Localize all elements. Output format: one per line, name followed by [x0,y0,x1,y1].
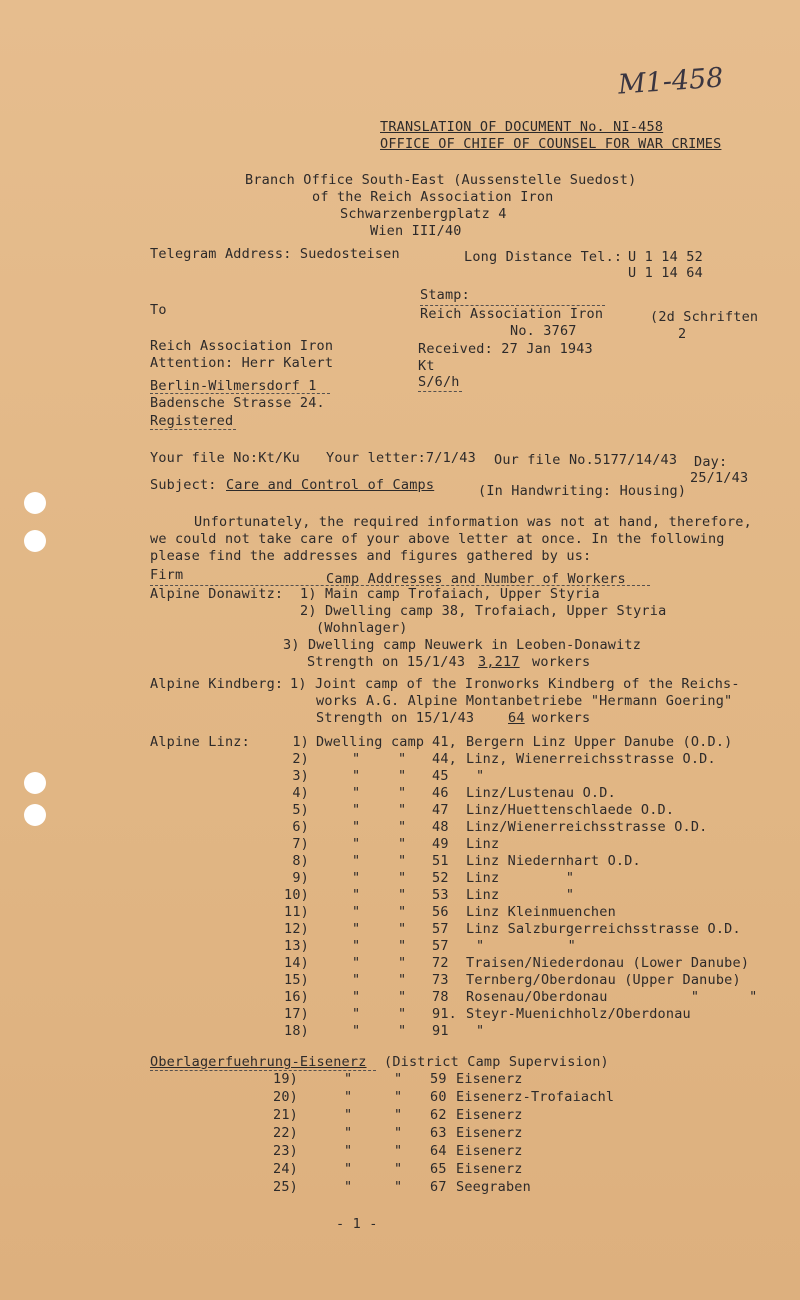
stamp-heading: Stamp: [420,287,470,303]
item-ditto: " [352,768,361,784]
item-camp-number: 63 [430,1125,447,1141]
item-number: 23) [273,1143,298,1159]
item-number: 21) [273,1107,298,1123]
camp-entry: 1) Joint camp of the Ironworks Kindberg of the Reichs- [290,676,740,692]
item-camp-number: 52 [432,870,449,886]
item-ditto: " [352,870,361,886]
item-ditto: " [398,989,407,1005]
recipient-rule [150,429,236,430]
item-camp-number: 78 [432,989,449,1005]
item-camp-number: 59 [430,1071,447,1087]
item-ditto: " [352,989,361,1005]
item-location: Bergern Linz Upper Danube (O.D.) [466,734,733,750]
your-file-ref: Your file No:Kt/Ku [150,450,300,466]
camp-strength: Strength on 15/1/43 [307,654,466,670]
item-location: Linz/Huettenschlaede O.D. [466,802,675,818]
item-location: Linz Kleinmuenchen [466,904,616,920]
item-number: 12) [284,921,309,937]
stamp-line: No. 3767 [510,323,577,339]
item-camp-number: 45 [432,768,449,784]
stamp-rule [418,391,462,392]
item-ditto: " [398,921,407,937]
item-location: Linz [466,836,500,852]
item-number: 22) [273,1125,298,1141]
column-heading-firm: Firm [150,567,184,583]
camp-strength-unit: workers [532,710,591,726]
camp-strength-count: 3,217 [478,654,520,670]
day-label: Day: [694,454,728,470]
item-ditto: " [352,887,361,903]
item-number: 2) [292,751,309,767]
item-camp-number: 73 [432,972,449,988]
item-ditto: " [398,887,407,903]
item-number: 24) [273,1161,298,1177]
item-ditto: " [352,836,361,852]
recipient-registered: Registered [150,413,234,429]
item-number: 20) [273,1089,298,1105]
item-ditto: " [398,955,407,971]
item-number: 1) [292,734,309,750]
item-camp-number: 64 [430,1143,447,1159]
item-number: 3) [292,768,309,784]
camp-entry: 3) Dwelling camp Neuwerk in Leoben-Donawitz [283,637,642,653]
item-ditto: " [352,1023,361,1039]
item-ditto: " [398,785,407,801]
item-camp-number: 53 [432,887,449,903]
document-office: OFFICE OF CHIEF OF COUNSEL FOR WAR CRIMES [380,136,722,152]
phone-number: U 1 14 52 [628,249,703,265]
camp-entry: 1) Main camp Trofaiach, Upper Styria [300,586,600,602]
sender-line: of the Reich Association Iron [312,189,554,205]
item-ditto: " [352,938,361,954]
item-camp-number: 56 [432,904,449,920]
item-number: 14) [284,955,309,971]
camp-strength-unit: workers [532,654,591,670]
item-ditto: " [398,853,407,869]
item-camp-number: 57 [432,921,449,937]
item-ditto: " [344,1125,353,1141]
item-ditto: " [352,785,361,801]
recipient-attention: Attention: Herr Kalert [150,355,334,371]
sender-line: Wien III/40 [370,223,462,239]
item-camp-number: 91 [432,1023,449,1039]
item-number: 11) [284,904,309,920]
column-heading-camp: Camp Addresses and Number of Workers [326,571,626,587]
letter-date: 25/1/43 [690,470,749,486]
phone-label: Long Distance Tel.: [464,249,623,265]
stamp-initials: Kt [418,358,435,374]
item-ditto: " [352,802,361,818]
stamp-reference: S/6/h [418,374,460,390]
item-ditto: " [394,1071,403,1087]
eisenerz-note: (District Camp Supervision) [384,1054,609,1070]
item-ditto: " [398,972,407,988]
item-ditto: " [394,1161,403,1177]
item-ditto: " [394,1125,403,1141]
item-number: 8) [292,853,309,869]
item-location: Linz " [466,870,575,886]
item-ditto: " [398,938,407,954]
item-number: 13) [284,938,309,954]
item-camp-number: 41, [432,734,457,750]
item-number: 9) [292,870,309,886]
sender-line: Branch Office South-East (Aussenstelle Suedost) [245,172,637,188]
item-camp-number: 62 [430,1107,447,1123]
item-camp-number: 91. [432,1006,457,1022]
item-number: 17) [284,1006,309,1022]
item-ditto: " [352,972,361,988]
item-ditto: " [398,802,407,818]
item-camp-number: 60 [430,1089,447,1105]
item-camp-number: 72 [432,955,449,971]
item-ditto: " [398,751,407,767]
item-ditto: " [352,853,361,869]
item-ditto: " [394,1179,403,1195]
item-location: Linz " [466,887,575,903]
phone-number: U 1 14 64 [628,265,703,281]
item-number: 25) [273,1179,298,1195]
item-number: 4) [292,785,309,801]
item-camp-number: 44, [432,751,457,767]
recipient-rule [150,393,330,394]
item-camp-type: Dwelling camp [316,734,425,750]
camp-entry: 2) Dwelling camp 38, Trofaiach, Upper Styria [300,603,667,619]
item-location: Linz/Lustenau O.D. [466,785,616,801]
item-ditto: " [344,1179,353,1195]
firm-name: Alpine Kindberg: [150,676,284,692]
item-number: 15) [284,972,309,988]
page-number: - 1 - [336,1216,378,1232]
item-location: Linz Salzburgerreichsstrasse O.D. [466,921,741,937]
recipient-line: Berlin-Wilmersdorf 1 [150,378,317,394]
item-location: Linz Niedernhart O.D. [466,853,641,869]
item-location: Linz/Wienerreichsstrasse O.D. [466,819,708,835]
item-number: 5) [292,802,309,818]
item-ditto: " [398,836,407,852]
telegram-address: Telegram Address: Suedosteisen [150,246,400,262]
item-location: " " [476,938,576,954]
item-ditto: " [398,904,407,920]
item-ditto: " [352,1006,361,1022]
camp-strength: Strength on 15/1/43 [316,710,475,726]
item-ditto: " [398,1023,407,1039]
stamp-line: Reich Association Iron [420,306,604,322]
item-number: 7) [292,836,309,852]
subject-label: Subject: [150,477,217,493]
item-location: Eisenerz [456,1107,523,1123]
stamp-copy-note: (2d Schriften [650,309,759,325]
eisenerz-rule [150,1070,376,1071]
item-number: 16) [284,989,309,1005]
item-ditto: " [398,1006,407,1022]
subject-text: Care and Control of Camps [226,477,435,493]
punch-hole [24,772,46,794]
item-ditto: " [344,1107,353,1123]
item-ditto: " [352,751,361,767]
item-location: Eisenerz [456,1071,523,1087]
item-location: " [476,768,485,784]
camp-entry: (Wohnlager) [316,620,408,636]
body-line: please find the addresses and figures gathered by us: [150,548,592,564]
item-ditto: " [398,768,407,784]
stamp-copy-number: 2 [678,326,687,342]
item-location: Eisenerz [456,1161,523,1177]
document-title: TRANSLATION OF DOCUMENT No. NI-458 [380,119,664,135]
recipient-line: Badensche Strasse 24. [150,395,325,411]
item-camp-number: 46 [432,785,449,801]
firm-name: Alpine Linz: [150,734,250,750]
recipient-line: Reich Association Iron [150,338,334,354]
your-letter-ref: Your letter:7/1/43 [326,450,476,466]
item-number: 18) [284,1023,309,1039]
item-location: Eisenerz [456,1143,523,1159]
item-location: Ternberg/Oberdonau (Upper Danube) [466,972,741,988]
item-camp-number: 65 [430,1161,447,1177]
item-ditto: " [394,1089,403,1105]
item-camp-number: 47 [432,802,449,818]
item-ditto: " [398,819,407,835]
camp-strength-count: 64 [508,710,525,726]
item-ditto: " [352,819,361,835]
item-location: Linz, Wienerreichsstrasse O.D. [466,751,716,767]
item-camp-number: 48 [432,819,449,835]
item-ditto: " [398,870,407,886]
recipient-to: To [150,302,167,318]
stamp-received: Received: 27 Jan 1943 [418,341,593,357]
item-ditto: " [344,1143,353,1159]
punch-hole [24,492,46,514]
item-ditto: " [352,904,361,920]
item-number: 19) [273,1071,298,1087]
punch-hole [24,530,46,552]
firm-name: Alpine Donawitz: [150,586,284,602]
body-line: Unfortunately, the required information was not at hand, therefore, [194,514,752,530]
item-location: Rosenau/Oberdonau " " [466,989,758,1005]
item-camp-number: 49 [432,836,449,852]
item-camp-number: 57 [432,938,449,954]
eisenerz-heading: Oberlagerfuehrung-Eisenerz [150,1054,367,1070]
item-camp-number: 67 [430,1179,447,1195]
item-ditto: " [344,1161,353,1177]
item-ditto: " [394,1143,403,1159]
item-location: Eisenerz [456,1125,523,1141]
item-location: Steyr-Muenichholz/Oberdonau [466,1006,691,1022]
item-number: 10) [284,887,309,903]
item-number: 6) [292,819,309,835]
body-line: we could not take care of your above letter at once. In the following [150,531,725,547]
subject-handwriting-note: (In Handwriting: Housing) [478,483,687,499]
item-ditto: " [344,1089,353,1105]
sender-line: Schwarzenbergplatz 4 [340,206,507,222]
our-file-ref: Our file No.5177/14/43 [494,452,678,468]
item-location: Traisen/Niederdonau (Lower Danube) [466,955,750,971]
item-location: Seegraben [456,1179,531,1195]
item-ditto: " [352,955,361,971]
item-ditto: " [394,1107,403,1123]
handwritten-margin-note: M1-458 [617,62,725,101]
item-location: " [476,1023,485,1039]
camp-entry: works A.G. Alpine Montanbetriebe "Hermann Goering" [316,693,733,709]
item-ditto: " [344,1071,353,1087]
item-ditto: " [352,921,361,937]
punch-hole [24,804,46,826]
item-location: Eisenerz-Trofaiachl [456,1089,615,1105]
item-camp-number: 51 [432,853,449,869]
